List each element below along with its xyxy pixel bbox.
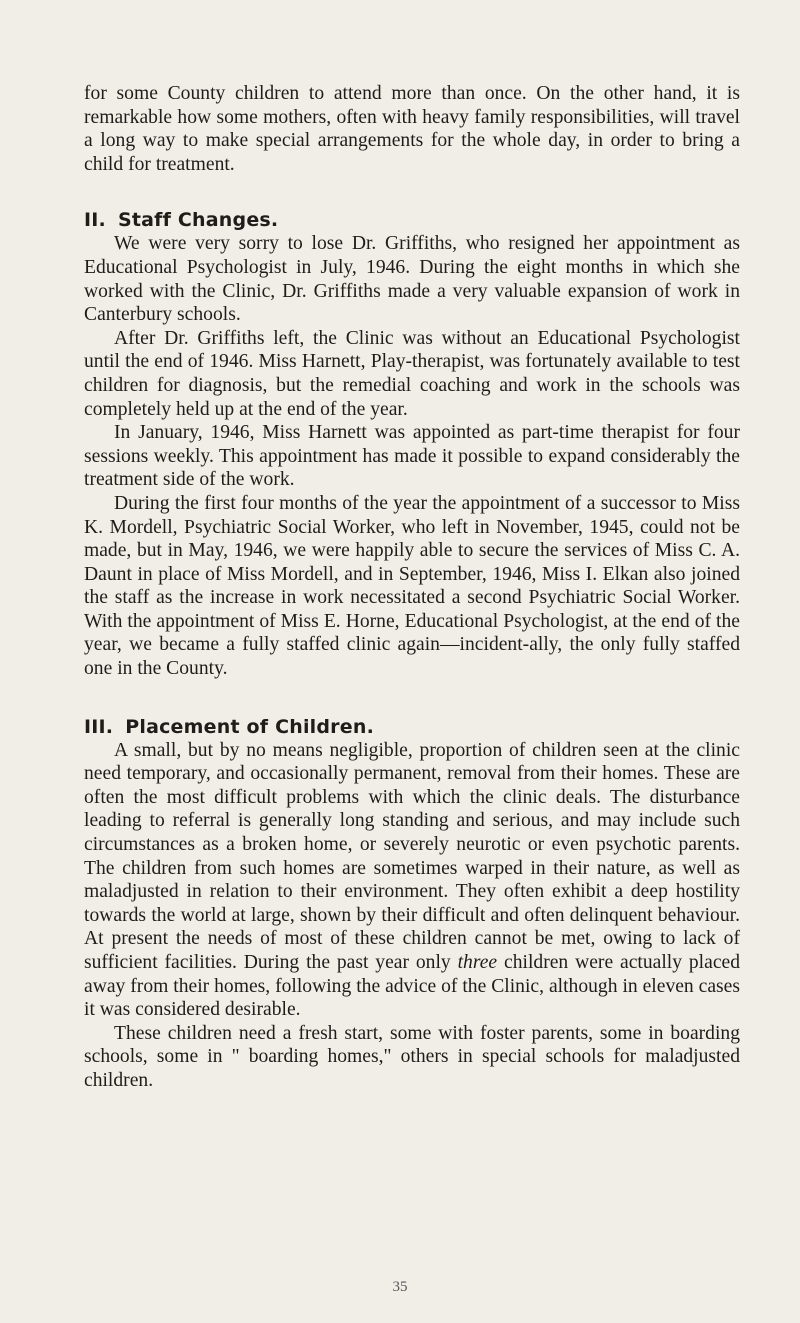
page-number: 35 (392, 1279, 408, 1295)
heading-staff-changes (84, 208, 740, 232)
intro-paragraph: for some County children to attend more than once. On the other hand, it is remarkable how some mothers, often with heavy family responsibilities, will travel a long way to make special arrangements for the whole day, in order to bring a child for treatment. (84, 83, 740, 175)
staff-paragraph-1: We were very sorry to lose Dr. Griffiths, who resigned her appointment as Educational Psychologist in July, 1946. During the eight months in which she worked with the Clinic, Dr. Griffiths made a very valuable expansion of work in Canterbury schools. (84, 233, 740, 326)
emphasis-three: three (457, 952, 498, 973)
staff-paragraph-3: In January, 1946, Miss Harnett was appointed as part-time therapist for four sessions weekly. This appointment has made it possible to expand considerably the treatment side of the work. (84, 422, 740, 491)
placement-paragraph-1 (84, 739, 740, 1022)
heading-title: Staff Changes. (117, 209, 279, 232)
staff-paragraph-4: During the first four months of the year the appointment of a successor to Miss K. Mordell, Psychiatric Social Worker, who left in November, 1945, could not be made, but in May, 1946, we were happily able to secure the services of Miss C. A. Daunt in place of Miss Mordell, and in September, 1946, Miss I. Elkan also joined the staff as the increase in work necessitated a second Psychiatric Social Worker. With the appointment of Miss E. Horne, Educational Psychologist, at the end of the year, we became a fully staffed clinic again—incident-ally, the only fully staffed one in the County. (84, 492, 740, 680)
heading-number: II. (84, 209, 106, 232)
placement-paragraph-1-text: A small, but by no means negligible, proportion of children seen at the clinic need temporary, and occasionally permanent, removal from their homes. These are often the most difficult problems with which the clinic deals. The disturbance leading to referral is generally long standing and serious, and may include such circumstances as a broken home, or severely neurotic or even psychotic parents. The children from such homes are sometimes warped in their nature, as well as maladjusted in relation to their environment. They often exhibit a deep hostility towards the world at large, shown by their difficult and often delinquent behaviour. At present the needs of most of these children cannot be met, owing to lack of sufficient facilities. During the past year only (84, 739, 740, 973)
staff-paragraph-2: After Dr. Griffiths left, the Clinic was without an Educational Psychologist until the end of 1946. Miss Harnett, Play-therapist, was fortunately available to test children for diagnosis, but the remedial coaching and work in the schools was completely held up at the end of the year. (84, 327, 740, 420)
heading-placement-of-children (84, 715, 740, 739)
heading-number: III. (84, 715, 114, 738)
placement-paragraph-2: These children need a fresh start, some with foster parents, some in boarding schools, some in " boarding homes," others in special schools for maladjusted children. (84, 1022, 740, 1091)
heading-title: Placement of Children. (125, 715, 374, 738)
placement-paragraph-1-rest: children were actually placed away from their homes, following the advice of the Clinic, although in eleven cases it was considered desirable. (84, 952, 741, 1021)
